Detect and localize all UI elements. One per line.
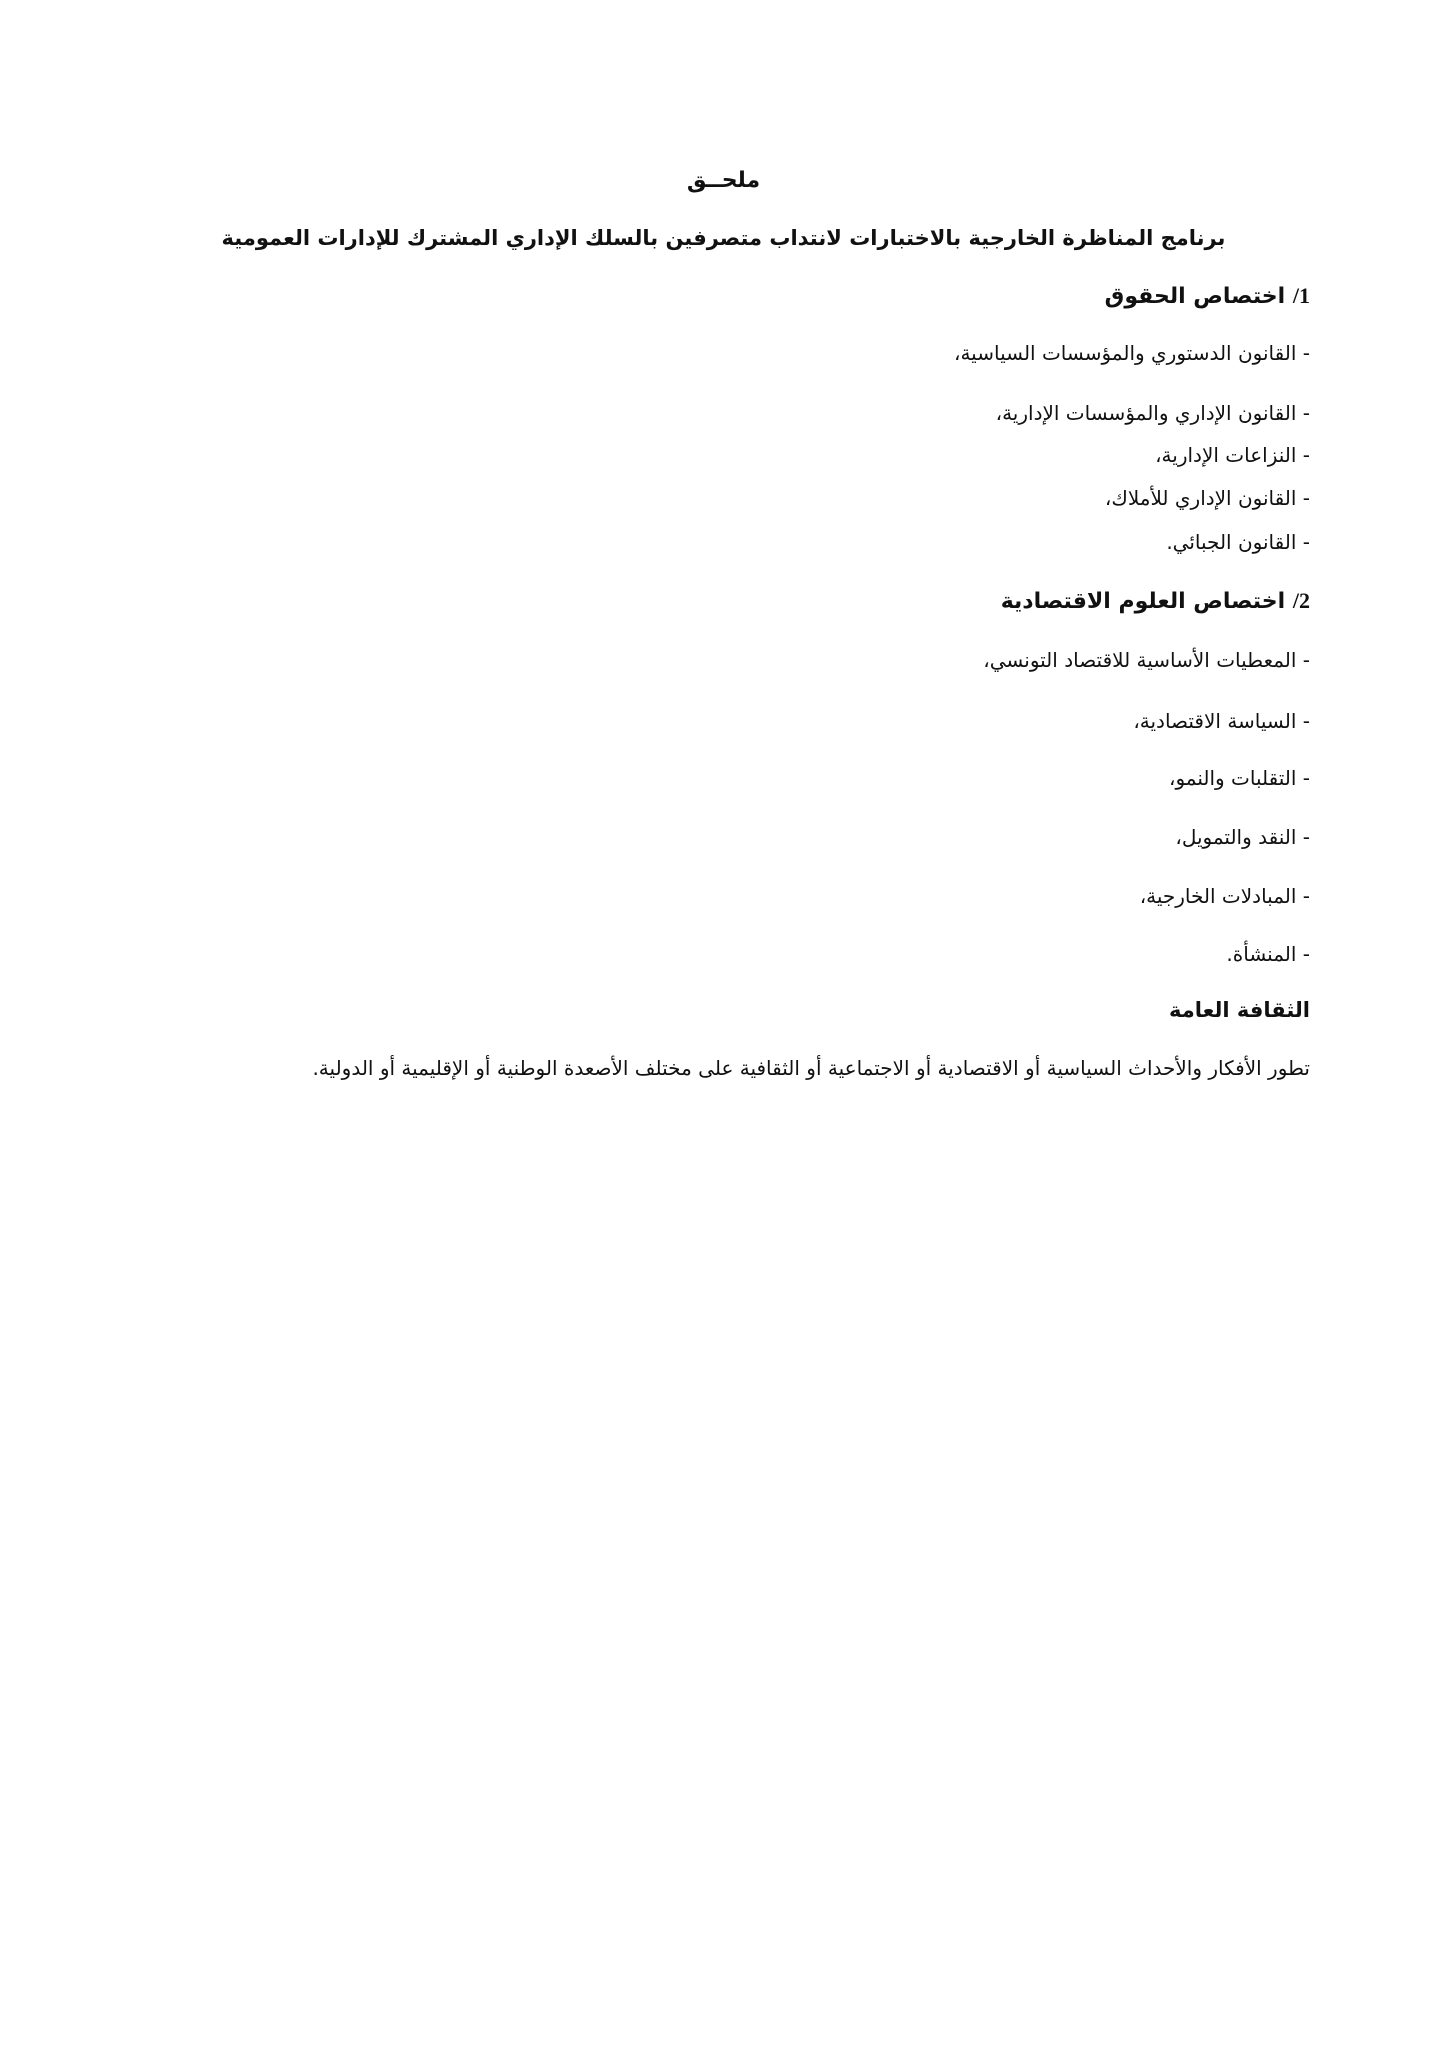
list-item: - السياسة الاقتصادية، xyxy=(1133,709,1310,733)
list-item: - النقد والتمويل، xyxy=(1175,825,1310,849)
list-item: - القانون الإداري للأملاك، xyxy=(1104,486,1310,510)
annex-title: ملحــق xyxy=(686,168,761,193)
list-item: - القانون الدستوري والمؤسسات السياسية، xyxy=(954,341,1310,365)
section-number: 2/ xyxy=(1292,588,1310,613)
section-title: اختصاص الحقوق xyxy=(1104,284,1286,309)
list-item: - النزاعات الإدارية، xyxy=(1155,443,1310,467)
list-item: - المنشأة. xyxy=(1226,942,1310,966)
program-title: برنامج المناظرة الخارجية بالاختبارات لانتداب متصرفين بالسلك الإداري المشترك للإدارات العمومية xyxy=(221,226,1226,250)
list-item: - المبادلات الخارجية، xyxy=(1139,884,1310,908)
list-item: - المعطيات الأساسية للاقتصاد التونسي، xyxy=(983,648,1310,672)
general-culture-text: تطور الأفكار والأحداث السياسية أو الاقتصادية أو الاجتماعية أو الثقافية على مختلف الأصعدة الوطنية أو الإقليمية أو الدولية. xyxy=(312,1056,1310,1080)
section-2-heading xyxy=(1001,590,1310,613)
section-title: اختصاص العلوم الاقتصادية xyxy=(1000,589,1286,614)
general-culture-heading: الثقافة العامة xyxy=(1168,998,1310,1022)
section-1-heading xyxy=(1105,285,1310,308)
section-number: 1/ xyxy=(1292,283,1310,308)
list-item: - القانون الجبائي. xyxy=(1166,530,1310,554)
list-item: - القانون الإداري والمؤسسات الإدارية، xyxy=(995,401,1310,425)
list-item: - التقلبات والنمو، xyxy=(1168,766,1310,790)
